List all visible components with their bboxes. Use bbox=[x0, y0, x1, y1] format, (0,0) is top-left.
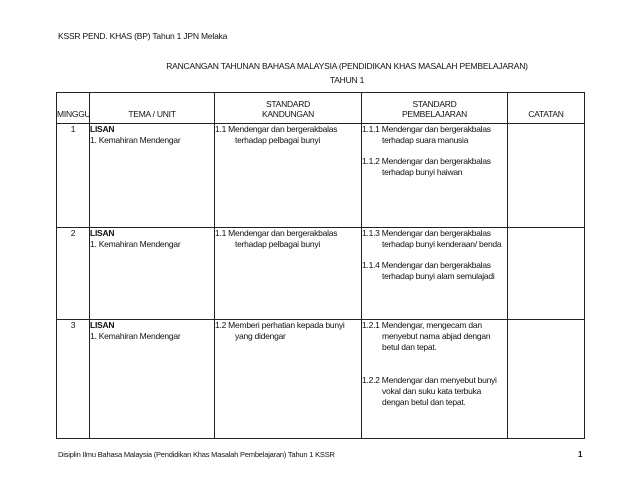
table-row bbox=[57, 124, 585, 228]
sp-item-cont: terhadap bunyi kenderaan/ benda bbox=[382, 239, 502, 249]
sp-item: 1.2.2 Mendengar dan menyebut bunyi bbox=[362, 375, 497, 385]
catatan-cell bbox=[508, 228, 585, 320]
tema-title: LISAN bbox=[90, 124, 115, 134]
sp-item-cont: vokal dan suku kata terbuka bbox=[382, 386, 482, 396]
column-header-standard-pembelajaran bbox=[362, 93, 508, 124]
week-number: 1 bbox=[57, 124, 90, 228]
sk-text-cont: terhadap pelbagai bunyi bbox=[235, 135, 320, 145]
week-number: 2 bbox=[57, 228, 90, 320]
sk-header-line1: STANDARD bbox=[265, 99, 311, 109]
sp-item-cont: dengan betul dan tepat. bbox=[382, 397, 466, 407]
document-subtitle: TAHUN 1 bbox=[329, 75, 365, 85]
tema-cell bbox=[90, 228, 215, 320]
tema-unit: 1. Kemahiran Mendengar bbox=[90, 331, 181, 341]
sp-item-cont: menyebut nama abjad dengan bbox=[382, 331, 491, 341]
tema-unit: 1. Kemahiran Mendengar bbox=[90, 135, 181, 145]
sp-item: 1.1.1 Mendengar dan bergerakbalas bbox=[362, 124, 491, 134]
standard-kandungan-cell bbox=[215, 124, 362, 228]
column-header-catatan: CATATAN bbox=[508, 93, 585, 124]
table-row bbox=[57, 228, 585, 320]
column-header-standard-kandungan bbox=[215, 93, 362, 124]
sk-text-cont: terhadap pelbagai bunyi bbox=[235, 239, 320, 249]
standard-kandungan-cell bbox=[215, 320, 362, 439]
tema-unit: 1. Kemahiran Mendengar bbox=[90, 239, 181, 249]
sp-item-cont: terhadap bunyi alam semulajadi bbox=[382, 271, 495, 281]
yearly-plan-table bbox=[56, 92, 585, 439]
column-header-minggu: MINGGU bbox=[57, 93, 90, 124]
standard-kandungan-cell bbox=[215, 228, 362, 320]
sp-item-cont: terhadap suara manusia bbox=[382, 135, 469, 145]
sp-item: 1.1.3 Mendengar dan bergerakbalas bbox=[362, 228, 491, 238]
catatan-cell bbox=[508, 320, 585, 439]
table-header-row bbox=[57, 93, 585, 124]
sp-header-line2: PEMBELAJARAN bbox=[401, 109, 468, 119]
tema-cell bbox=[90, 320, 215, 439]
page-number: 1 bbox=[578, 450, 583, 459]
standard-pembelajaran-cell bbox=[362, 320, 508, 439]
header-note: KSSR PEND. KHAS (BP) Tahun 1 JPN Melaka bbox=[58, 31, 228, 41]
footer-note: Disiplin Ilmu Bahasa Malaysia (Pendidikan Khas Masalah Pembelajaran) Tahun 1 KSSR bbox=[58, 450, 335, 459]
sp-header-line1: STANDARD bbox=[412, 99, 457, 109]
standard-pembelajaran-cell bbox=[362, 124, 508, 228]
sp-item-cont: terhadap bunyi haiwan bbox=[382, 167, 463, 177]
tema-cell bbox=[90, 124, 215, 228]
sp-item: 1.1.2 Mendengar dan bergerakbalas bbox=[362, 156, 491, 166]
tema-title: LISAN bbox=[90, 228, 115, 238]
column-header-tema: TEMA / UNIT bbox=[90, 93, 215, 124]
sk-text: 1.1 Mendengar dan bergerakbalas bbox=[215, 124, 338, 134]
sk-text: 1.2 Memberi perhatian kepada bunyi bbox=[215, 320, 345, 330]
sk-text: 1.1 Mendengar dan bergerakbalas bbox=[215, 228, 338, 238]
sp-item-cont: betul dan tepat. bbox=[382, 342, 437, 352]
table-row bbox=[57, 320, 585, 439]
catatan-cell bbox=[508, 124, 585, 228]
sk-header-line2: KANDUNGAN bbox=[261, 109, 315, 119]
tema-title: LISAN bbox=[90, 320, 115, 330]
sk-text-cont: yang didengar bbox=[235, 331, 286, 341]
sp-item: 1.1.4 Mendengar dan bergerakbalas bbox=[362, 260, 491, 270]
standard-pembelajaran-cell bbox=[362, 228, 508, 320]
week-number: 3 bbox=[57, 320, 90, 439]
document-title: RANCANGAN TAHUNAN BAHASA MALAYSIA (PENDIDIKAN KHAS MASALAH PEMBELAJARAN) bbox=[166, 61, 528, 71]
sp-item: 1.2.1 Mendengar, mengecam dan bbox=[362, 320, 482, 330]
